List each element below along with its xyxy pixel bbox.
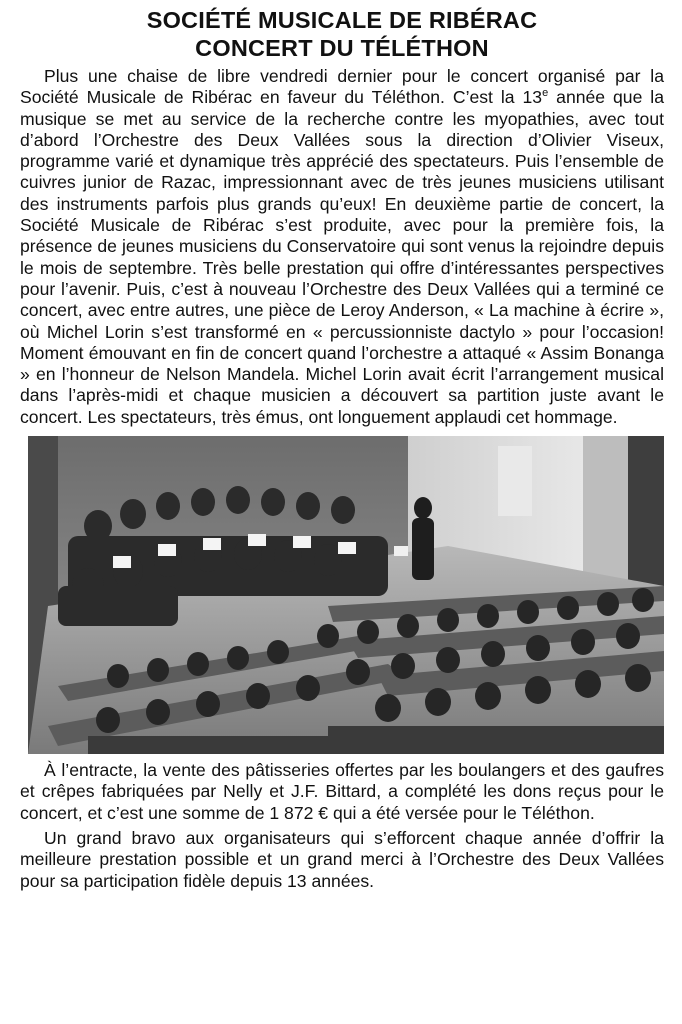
paragraph-intro-start: Plus une chaise de libre vendredi dernier pour le concert organisé par la Société Musicale de Ribérac en faveur du Téléthon. C’est la 13 [20,66,664,108]
headline-line-1: SOCIÉTÉ MUSICALE DE RIBÉRAC [146,7,538,33]
paragraph-intro [20,66,664,428]
headline-line-2: CONCERT DU TÉLÉTHON [195,35,489,61]
concert-photo-illustration [28,436,664,754]
concert-photo [28,436,664,754]
paragraph-thanks: Un grand bravo aux organisateurs qui s’efforcent chaque année d’offrir la meilleure prestation possible et un grand merci à l’Orchestre des Deux Vallées pour sa participation fidèle depuis 13 années. [20,827,664,891]
ordinal-suffix: e [542,87,549,100]
headline [20,6,664,62]
paragraph-intro-rest: année que la musique se met au service de la recherche contre les myopathies, avec tout d’abord l’Orchestre des Deux Vallées sous la direction d’Olivier Viseux, programme varié et dynamique très apprécié des spectateurs. Puis l’ensemble de cuivres junior de Razac, impressionnant avec de très jeunes musiciens utilisant des instruments parfois plus grands qu’eux! En deuxième partie de concert, la Société Musicale de Ribérac s’est produite, avec pour la première fois, la présence de jeunes musiciens du Conservatoire qui sont venus la rejoindre depuis le mois de septembre. Très belle prestation qui offre d’intéressantes perspectives pour l’avenir. Puis, c’est à nouveau l’Orchestre des Deux Vallées qui a terminé ce concert, avec entre autres, une pièce de Leroy Anderson, « La machine à écrire », où Michel Lorin s’est transformé en « percussionniste dactylo » pour l’occasion! Moment émouvant en fin de concert quand l’orchestre a attaqué « Assim Bonanga » en l’honneur de Nelson Mandela. Michel Lorin avait écrit l’arrangement musical dans l’après-midi et chaque musicien a découvert sa partition juste avant le concert. Les spectateurs, très émus, ont longuement applaudi cet hommage. [20,87,664,427]
church-window [498,446,532,516]
paragraph-intermission: À l’entracte, la vente des pâtisseries offertes par les boulangers et des gaufres et crêpes fabriquées par Nelly et J.F. Bittard, a complété les dons reçus pour le concert, et c’est une somme de 1 872 € qui a été versée pour le Téléthon. [20,760,664,823]
